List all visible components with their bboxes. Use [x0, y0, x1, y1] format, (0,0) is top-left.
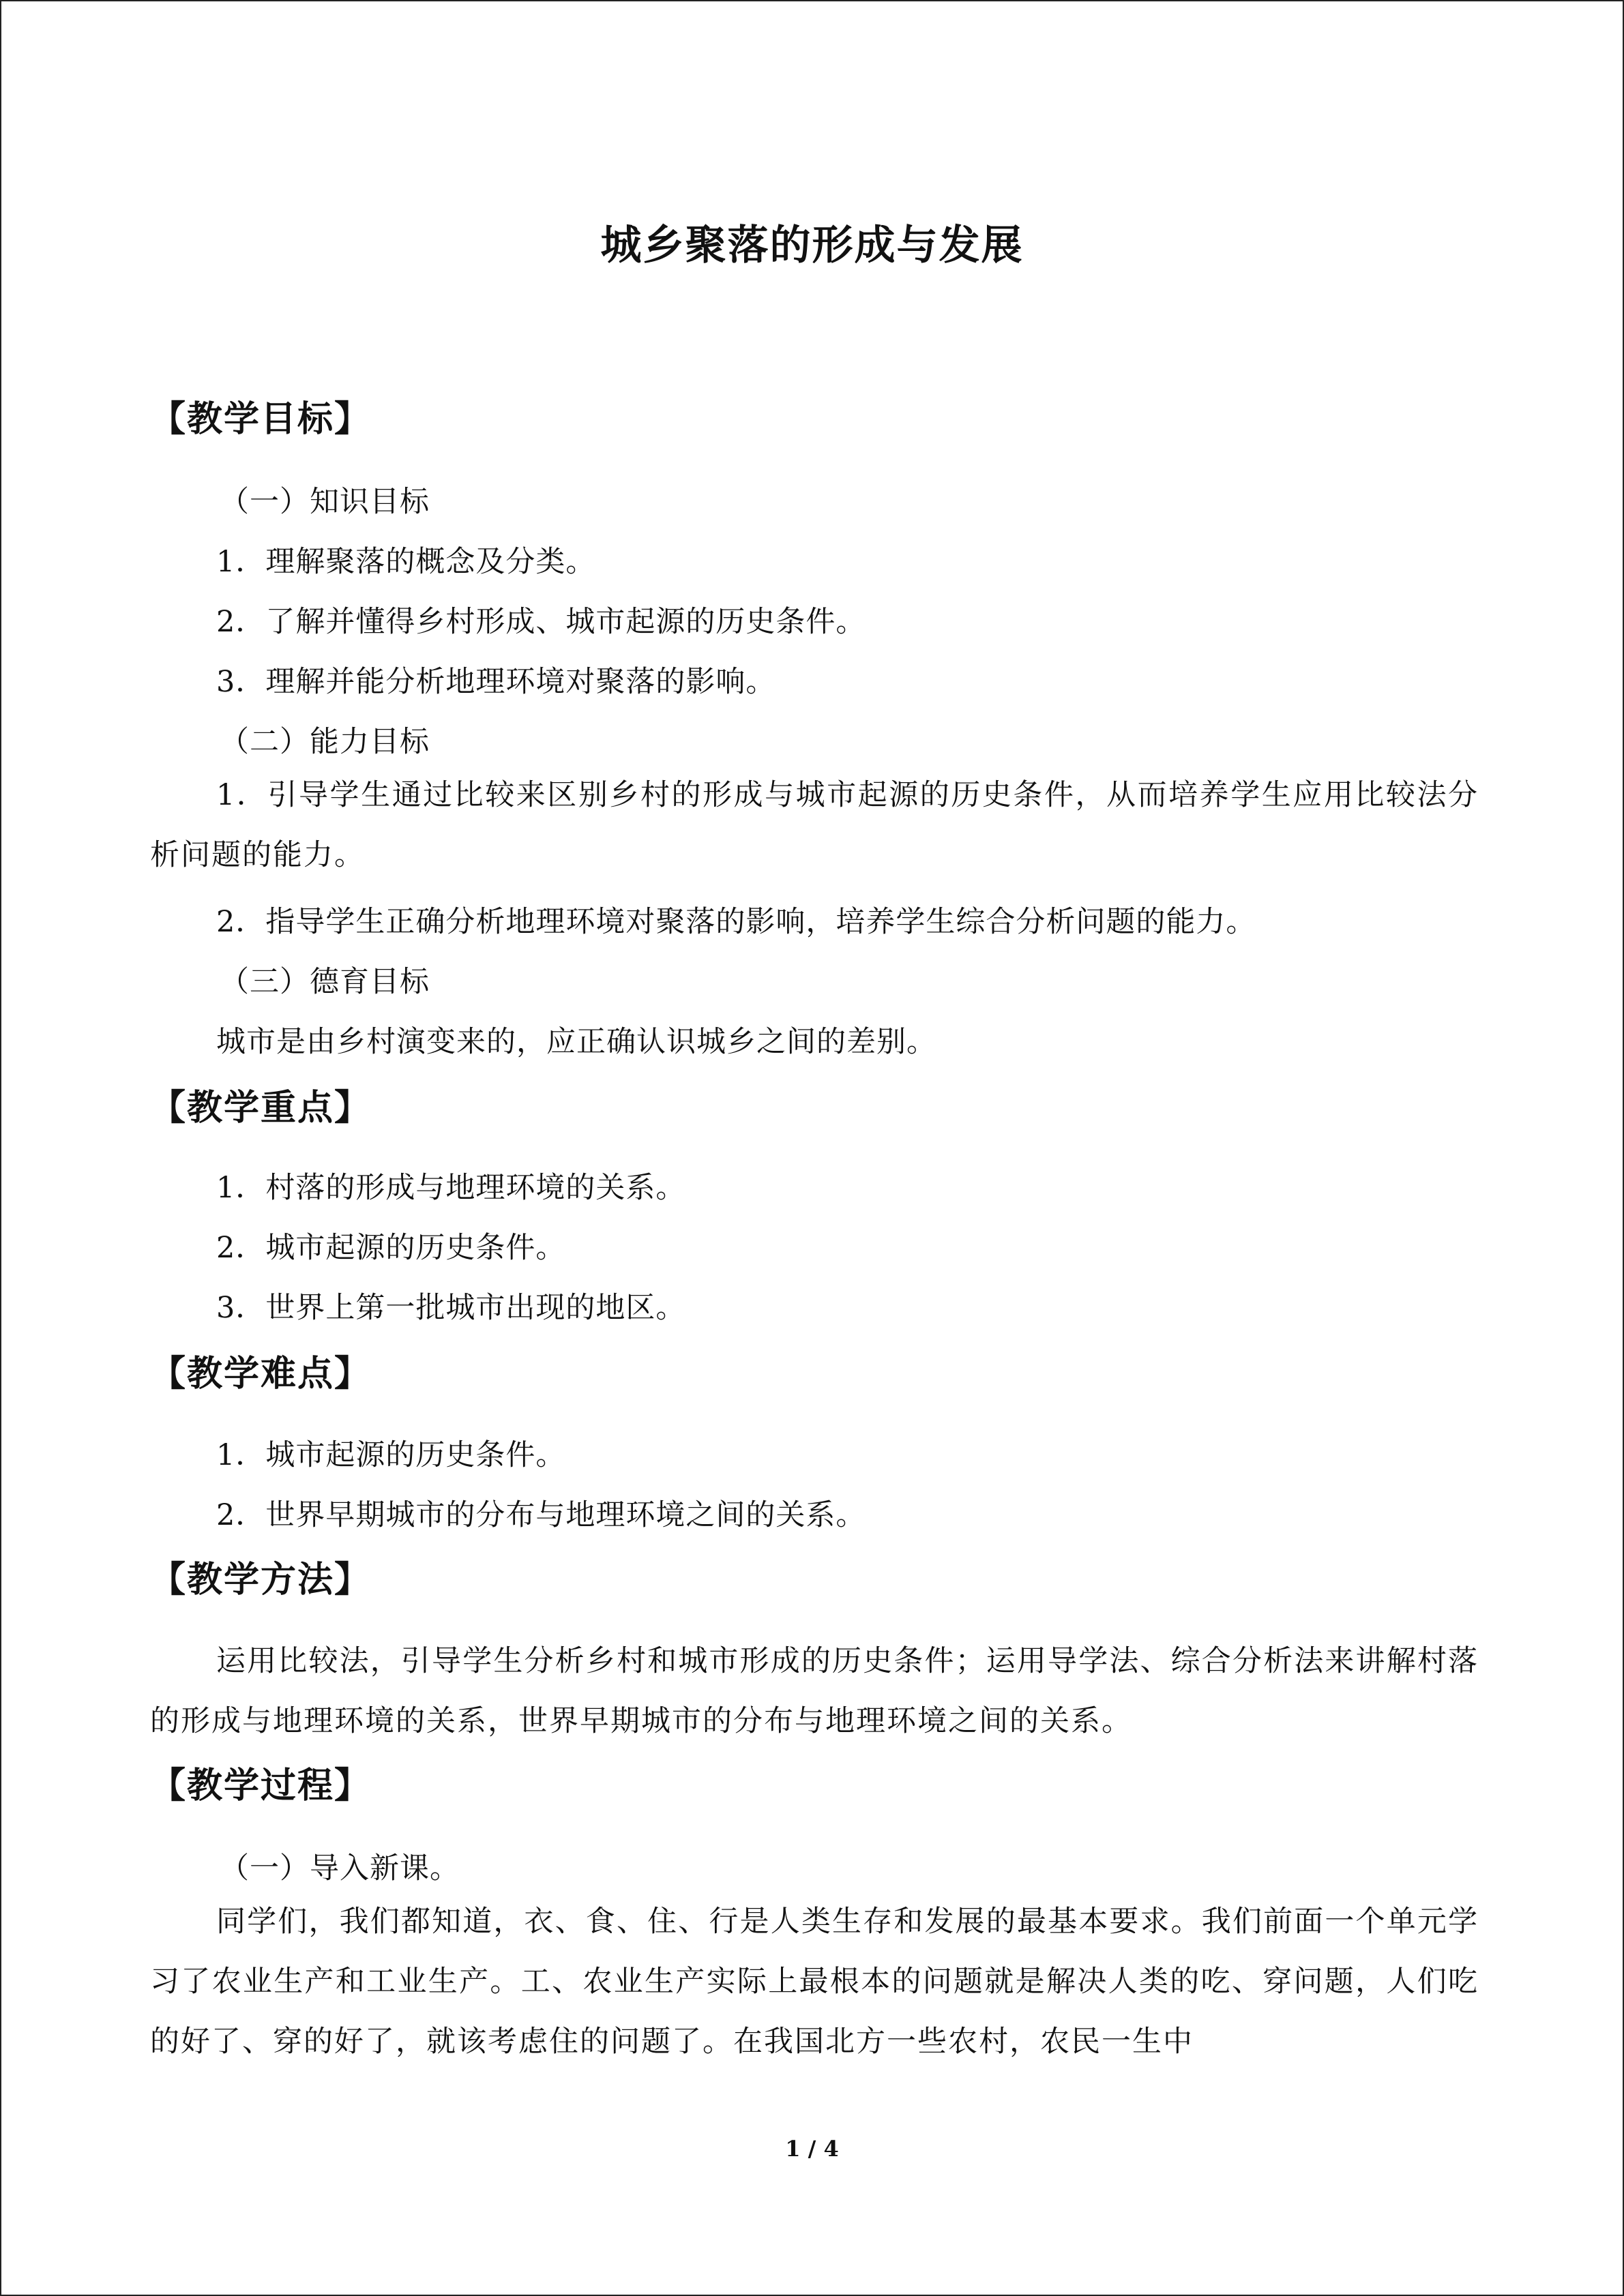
knowledge-objectives-title: （一）知识目标: [220, 485, 430, 519]
moral-objectives-text: 城市是由乡村演变来的，应正确认识城乡之间的差别。: [216, 1025, 936, 1059]
heading-difficulties: 【教学难点】: [150, 1354, 372, 1395]
key-point-3: 3．世界上第一批城市出现的地区。: [216, 1291, 686, 1325]
intro-title: （一）导入新课。: [220, 1851, 460, 1885]
moral-objectives-title: （三）德育目标: [220, 965, 430, 999]
ability-item-1: 1．引导学生通过比较来区别乡村的形成与城市起源的历史条件，从而培养学生应用比较法分析问题的能力。: [150, 778, 1479, 872]
heading-key-points: 【教学重点】: [150, 1088, 372, 1129]
page-indicator: 1 / 4: [785, 2136, 839, 2162]
heading-methods: 【教学方法】: [150, 1560, 372, 1600]
document-title: 城乡聚落的形成与发展: [600, 222, 1024, 269]
key-point-2: 2．城市起源的历史条件。: [216, 1231, 566, 1265]
knowledge-item-2: 2．了解并懂得乡村形成、城市起源的历史条件。: [216, 605, 866, 639]
heading-objectives: 【教学目标】: [150, 399, 372, 440]
knowledge-item-1: 1．理解聚落的概念及分类。: [216, 545, 596, 579]
difficulty-2: 2．世界早期城市的分布与地理环境之间的关系。: [216, 1498, 866, 1532]
heading-process: 【教学过程】: [150, 1765, 372, 1806]
intro-text: 同学们，我们都知道，衣、食、住、行是人类生存和发展的最基本要求。我们前面一个单元学习了农业生产和工业生产。工、农业生产实际上最根本的问题就是解决人类的吃、穿问题，人们吃的好了、穿的好了，就该考虑住的问题了。在我国北方一些农村，农民一生中: [150, 1905, 1479, 2059]
knowledge-item-3: 3．理解并能分析地理环境对聚落的影响。: [216, 665, 776, 699]
ability-objectives-title: （二）能力目标: [220, 725, 430, 759]
ability-item-2: 2．指导学生正确分析地理环境对聚落的影响，培养学生综合分析问题的能力。: [216, 905, 1256, 939]
methods-text: 运用比较法，引导学生分析乡村和城市形成的历史条件；运用导学法、综合分析法来讲解村落的形成与地理环境的关系，世界早期城市的分布与地理环境之间的关系。: [150, 1644, 1479, 1738]
key-point-1: 1．村落的形成与地理环境的关系。: [216, 1171, 686, 1205]
difficulty-1: 1．城市起源的历史条件。: [216, 1438, 566, 1472]
